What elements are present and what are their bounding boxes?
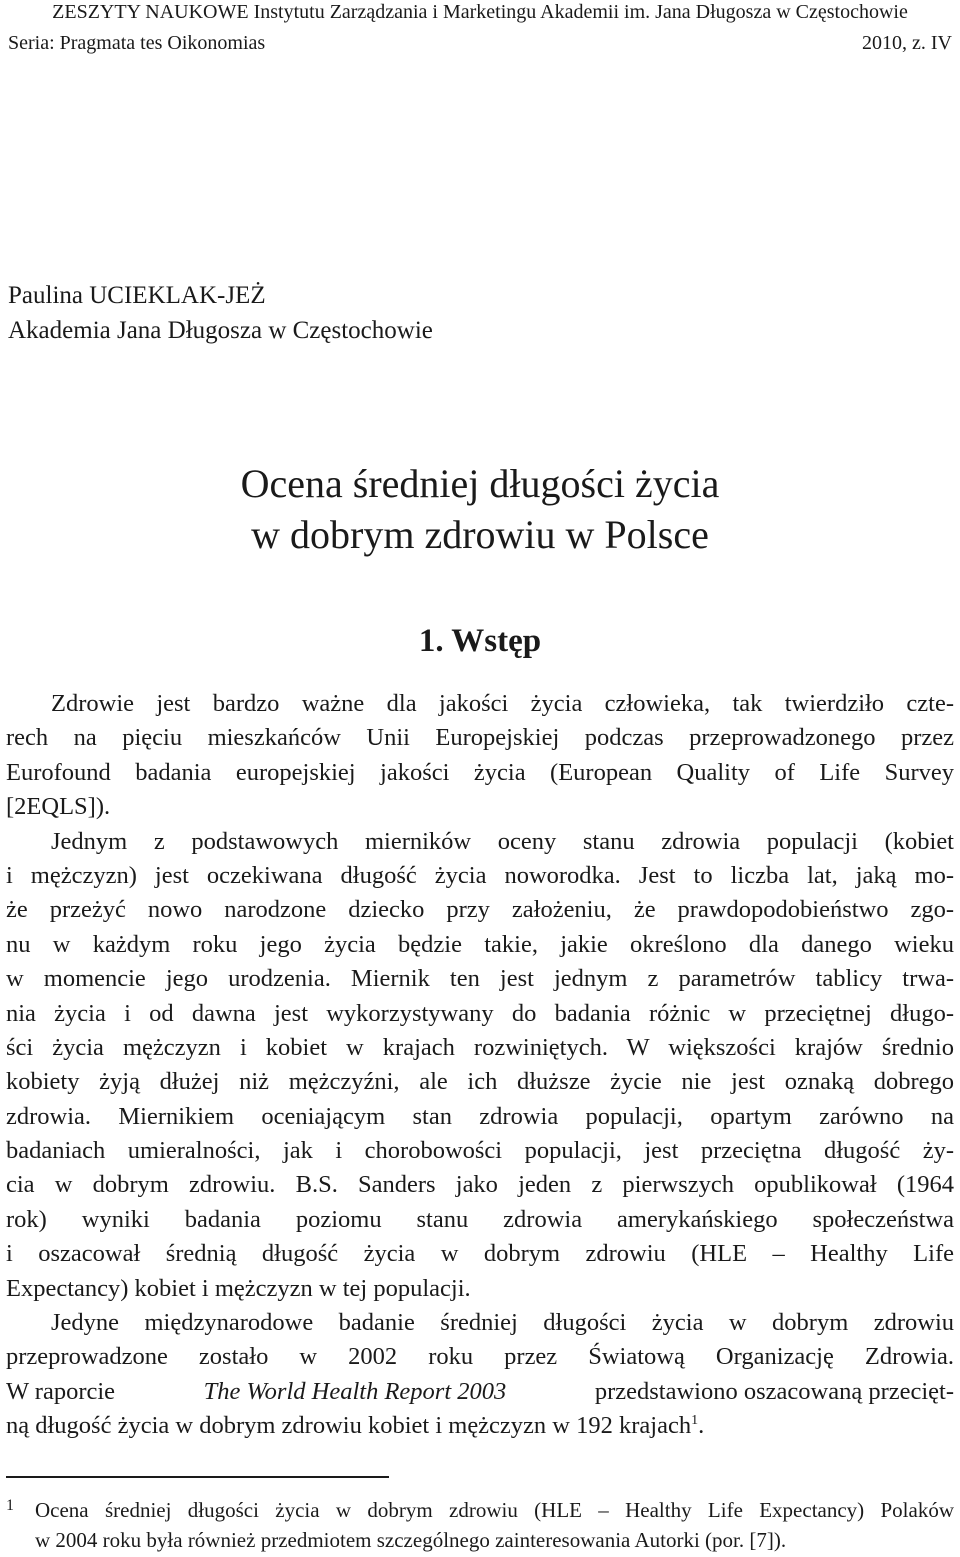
body-line: że przeżyć nowo narodzone dziecko przy założeniu, że prawdopodobieństwo zgo- [6,896,954,924]
author-name: Paulina UCIEKLAK-JEŻ [8,282,266,309]
body-line: [2EQLS]). [6,793,111,821]
body-line: i oszacował średnią długość życia w dobrym zdrowiu (HLE – Healthy Life [6,1240,954,1268]
title-line-2: w dobrym zdrowiu w Polsce [251,512,709,557]
section-heading: 1. Wstęp [418,623,542,659]
volume-info: 2010, z. IV [862,32,952,54]
body-line: zdrowia. Miernikiem oceniającym stan zdrowia populacji, opartym zarówno na [6,1102,954,1130]
body-line: cia w dobrym zdrowiu. B.S. Sanders jako jeden z pierwszych opublikował (1964 [6,1171,954,1199]
body-line: Jedyne międzynarodowe badanie średniej długości życia w dobrym zdrowiu [51,1309,954,1337]
body-line: i mężczyzn) jest oczekiwana długość życia noworodka. Jest to liczba lat, jaką mo- [6,861,954,889]
footnote-mark: 1 [6,1497,14,1514]
body-line [6,1375,954,1409]
journal-title: ZESZYTY NAUKOWE Instytutu Zarządzania i Marketingu Akademii im. Jana Długosza w Częstochowie [52,1,908,23]
footnote-reference: 1 [691,1413,699,1429]
series-name: Seria: Pragmata tes Oikonomias [8,32,266,54]
body-text-run: . [698,1412,705,1440]
body-line: nu w każdym roku jego życia będzie takie, jakie określono dla danego wieku [6,930,954,958]
body-line: kobiety żyją dłużej niż mężczyźni, ale ich dłuższe życie nie jest oznaką dobrego [6,1068,954,1096]
body-line: badaniach umieralności, jak i chorobowości populacji, jest przeciętna długość ży- [6,1137,954,1165]
body-text-run: W raporcie [6,1377,116,1405]
body-line: Jednym z podstawowych mierników oceny stanu zdrowia populacji (kobiet [51,827,954,855]
report-title: The World Health Report 2003 [203,1377,507,1405]
body-line: ści życia mężczyzn i kobiet w krajach rozwiniętych. W większości krajów średnio [6,1033,954,1061]
body-line [6,1409,954,1443]
body-text-run: ną długość życia w dobrym zdrowiu kobiet i mężczyzn w 192 krajach [6,1412,692,1440]
body-line: w momencie jego urodzenia. Miernik ten jest jednym z parametrów tablicy trwa- [6,965,954,993]
body-line: rech na pięciu mieszkańców Unii Europejskiej podczas przeprowadzonego przez [6,724,954,752]
title-line-1: Ocena średniej długości życia [240,461,720,506]
series-line [8,31,952,55]
footnote-text [35,1495,954,1555]
footnote-line: w 2004 roku była również przedmiotem szczególnego zainteresowania Autorki (por. [7]). [35,1528,787,1552]
author-affiliation: Akademia Jana Długosza w Częstochowie [8,317,433,344]
body-text [6,687,954,1444]
body-text-run: przedstawiono oszacowaną przecięt- [594,1377,954,1405]
body-line: rok) wyniki badania poziomu stanu zdrowia amerykańskiego społeczeństwa [6,1205,954,1233]
footnote-line: Ocena średniej długości życia w dobrym zdrowiu (HLE – Healthy Life Expectancy) Polaków [35,1498,954,1522]
footnote-separator [6,1476,389,1478]
body-line: Eurofound badania europejskiej jakości życia (European Quality of Life Survey [6,758,954,786]
body-line: Zdrowie jest bardzo ważne dla jakości życia człowieka, tak twierdziło czte- [51,690,954,717]
body-line: przeprowadzone zostało w 2002 roku przez Światową Organizację Zdrowia. [6,1343,954,1371]
body-line: nia życia i od dawna jest wykorzystywany do badania różnic w przeciętnej długo- [6,999,954,1027]
body-line: Expectancy) kobiet i mężczyzn w tej populacji. [6,1274,471,1302]
